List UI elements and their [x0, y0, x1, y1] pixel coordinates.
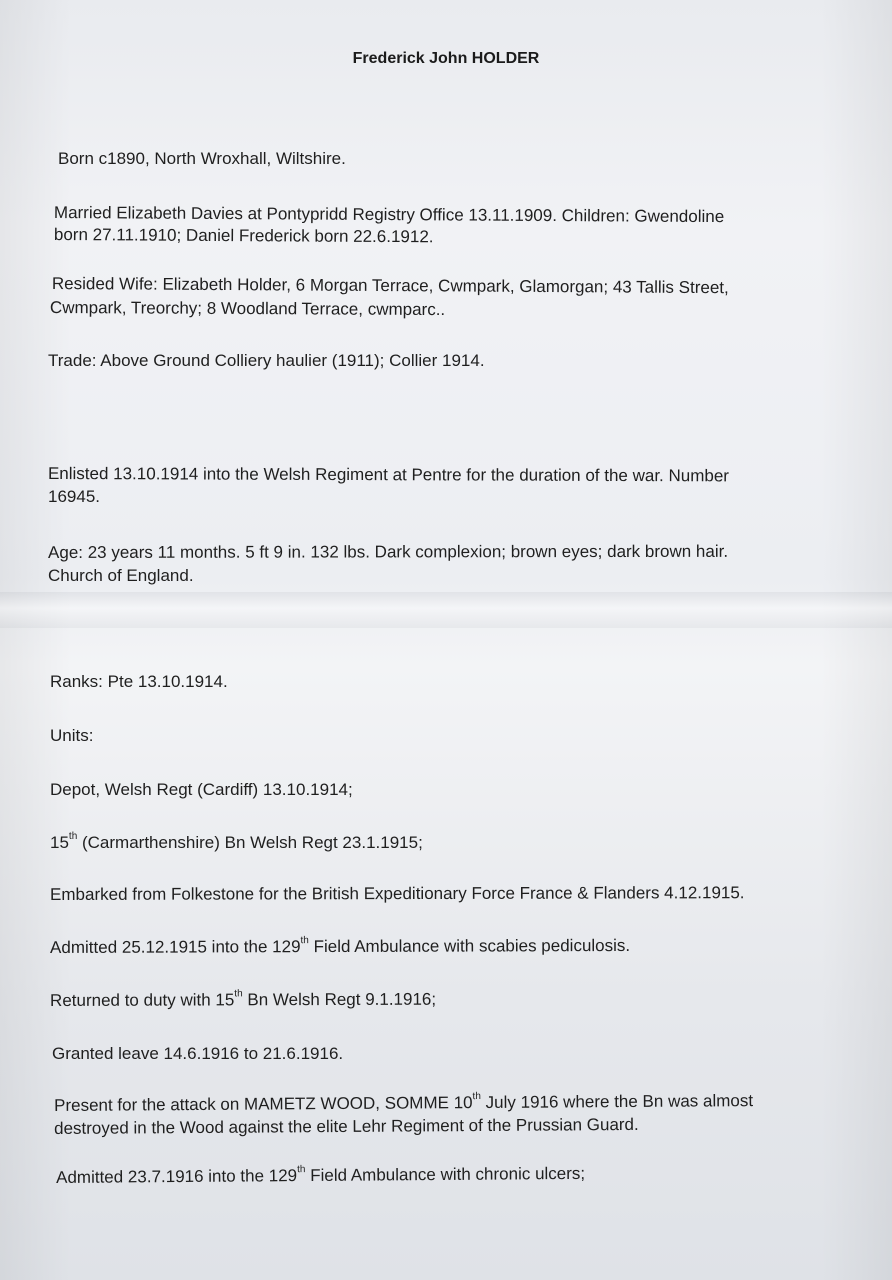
resided-line-2: Cwmpark, Treorchy; 8 Woodland Terrace, cwmparc.. — [49, 298, 446, 320]
battalion-text: (Carmarthenshire) Bn Welsh Regt 23.1.1915; — [77, 833, 423, 852]
admitted-2-pre: Admitted 23.7.1916 into the 129 — [56, 1166, 298, 1187]
present-post: July 1916 where the Bn was almost — [480, 1091, 754, 1113]
admitted-1-pre: Admitted 25.12.1915 into the 129 — [50, 937, 301, 957]
admitted-1-post: Field Ambulance with scabies pediculosis. — [308, 935, 631, 957]
battalion-line — [50, 832, 423, 854]
age-line-1: Age: 23 years 11 months. 5 ft 9 in. 132 lbs. Dark complexion; brown eyes; dark brown hair. — [48, 541, 729, 562]
battalion-ordinal: th — [68, 831, 78, 843]
returned-pre: Returned to duty with 15 — [50, 990, 235, 1010]
battalion-number: 15 — [50, 833, 69, 852]
admitted-2-ordinal: th — [297, 1164, 306, 1176]
resided-line-1: Resided Wife: Elizabeth Holder, 6 Morgan Terrace, Cwmpark, Glamorgan; 43 Tallis Street, — [51, 273, 729, 298]
admitted-1-ordinal: th — [300, 935, 309, 947]
present-pre: Present for the attack on MAMETZ WOOD, SOMME 10 — [54, 1093, 473, 1115]
returned-line — [50, 989, 436, 1012]
present-line-2: destroyed in the Wood against the elite Lehr Regiment of the Prussian Guard. — [54, 1114, 639, 1138]
returned-post: Bn Welsh Regt 9.1.1916; — [242, 989, 437, 1010]
paper-fold-shadow — [0, 592, 892, 628]
admitted-2-line — [56, 1163, 585, 1189]
enlisted-line-1: Enlisted 13.10.1914 into the Welsh Regiment at Pentre for the duration of the war. Number — [47, 464, 730, 486]
present-line-1 — [54, 1090, 753, 1117]
depot-line: Depot, Welsh Regt (Cardiff) 13.10.1914; — [50, 780, 353, 799]
admitted-1-line — [50, 935, 630, 959]
admitted-2-post: Field Ambulance with chronic ulcers; — [305, 1163, 586, 1186]
enlisted-line-2: 16945. — [48, 487, 100, 506]
present-ordinal: th — [472, 1091, 481, 1103]
age-line-2: Church of England. — [48, 566, 194, 585]
units-label: Units: — [50, 726, 94, 745]
embarked-line: Embarked from Folkestone for the British Expeditionary Force France & Flanders 4.12.1915. — [50, 883, 745, 904]
document-title: Frederick John HOLDER — [352, 50, 540, 67]
leave-line: Granted leave 14.6.1916 to 21.6.1916. — [52, 1044, 344, 1063]
married-line-1: Married Elizabeth Davies at Pontypridd Registry Office 13.11.1909. Children: Gwendoline — [53, 202, 725, 227]
returned-ordinal: th — [234, 988, 243, 1000]
born-line: Born c1890, North Wroxhall, Wiltshire. — [58, 149, 346, 168]
trade-line: Trade: Above Ground Colliery haulier (1911); Collier 1914. — [48, 351, 485, 370]
ranks-line: Ranks: Pte 13.10.1914. — [50, 672, 228, 691]
married-line-2: born 27.11.1910; Daniel Frederick born 22.6.1912. — [53, 224, 434, 247]
